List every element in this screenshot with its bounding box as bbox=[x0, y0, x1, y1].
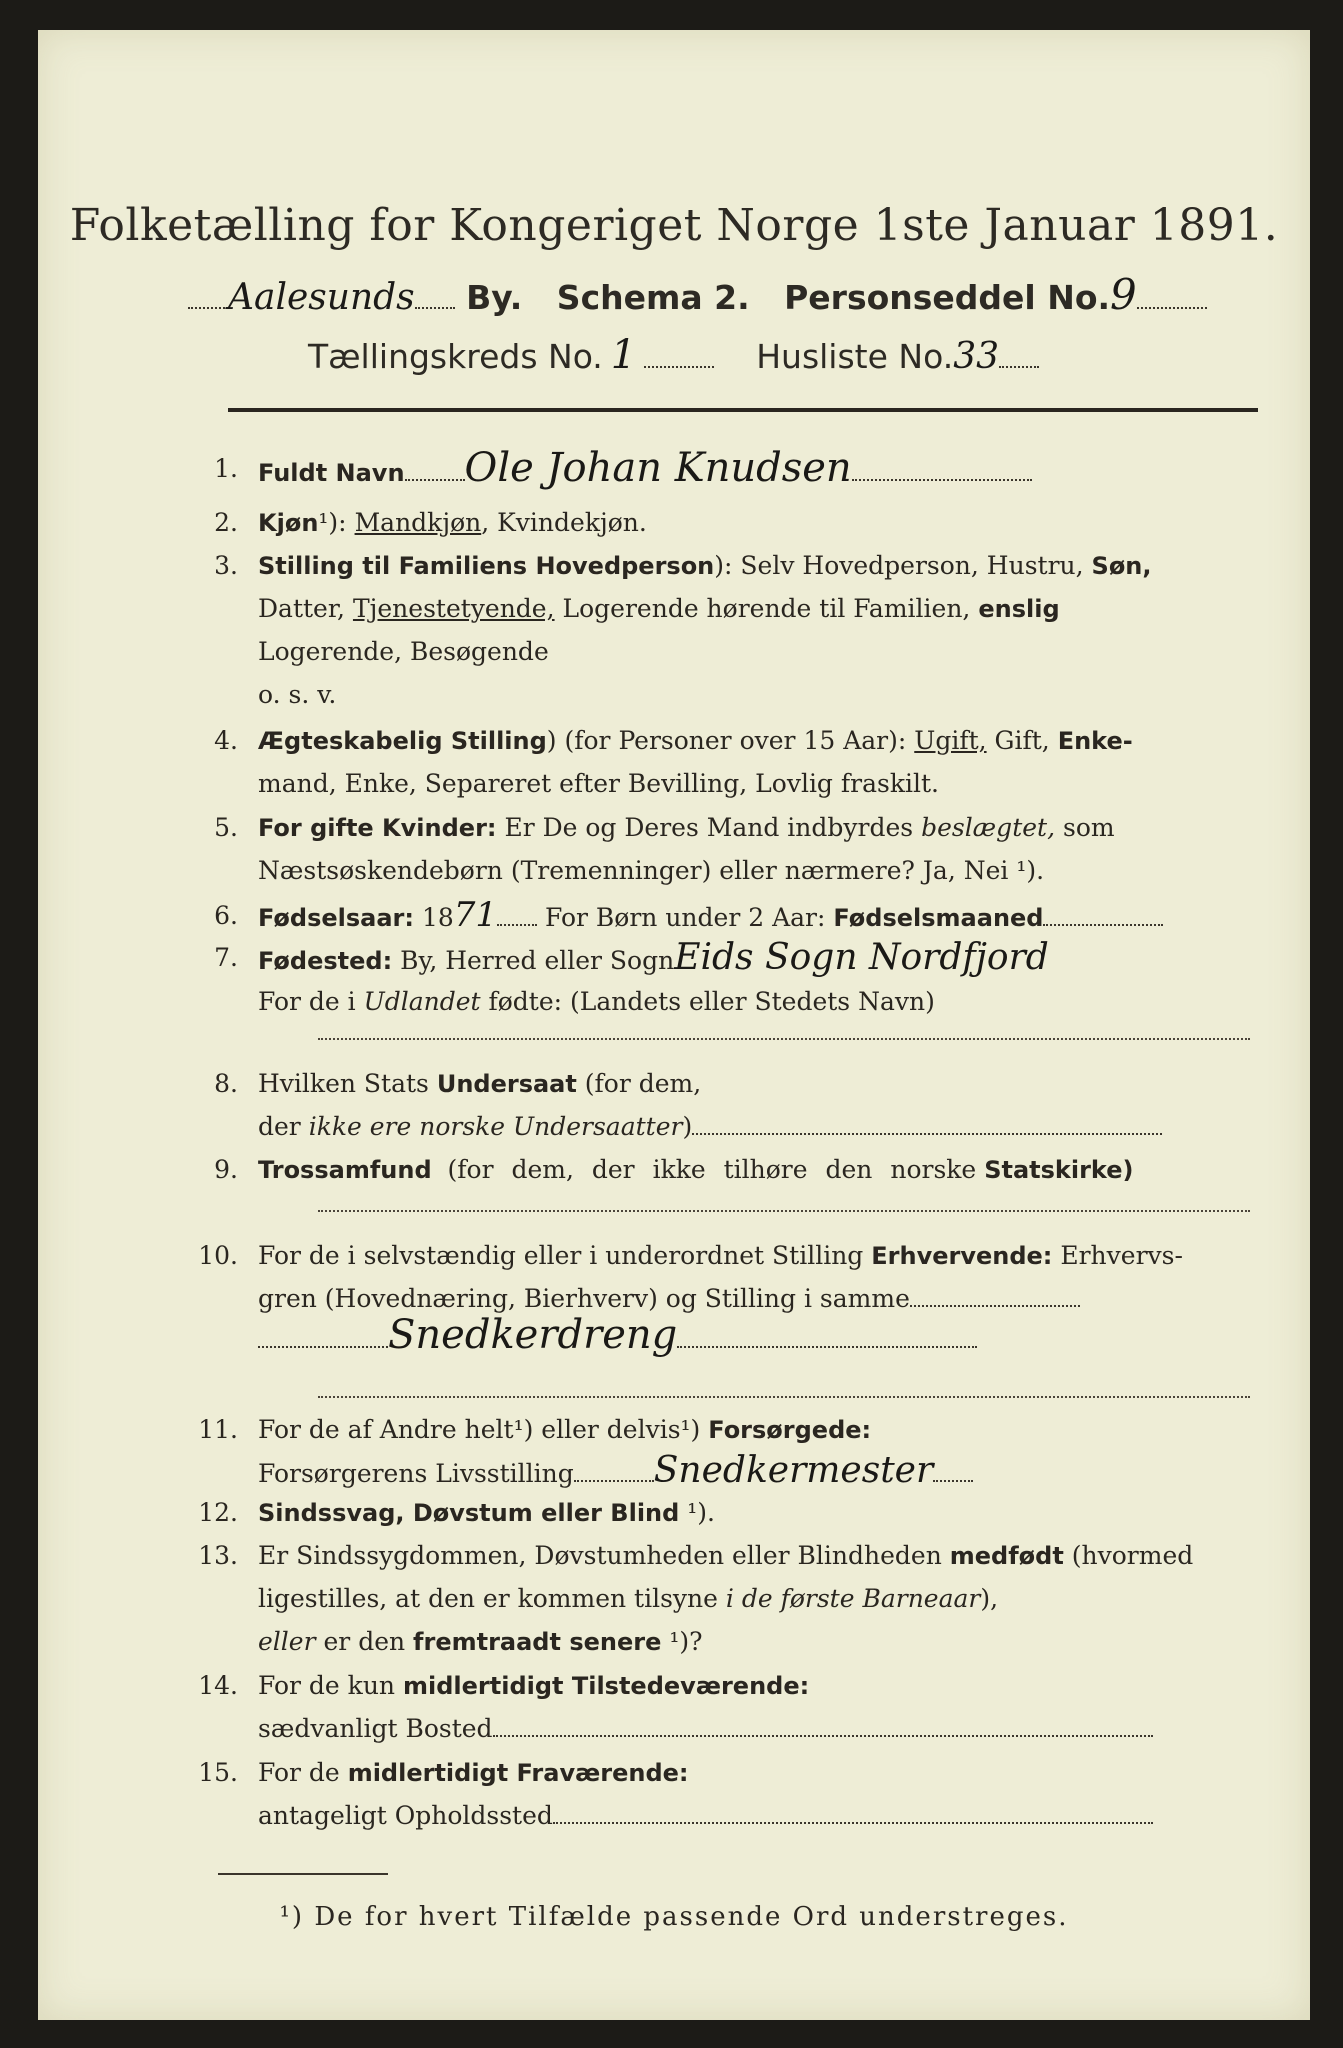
option-text: ligestilles, at den er kommen tilsyne bbox=[258, 1584, 718, 1613]
question-label: Stilling til Familiens Hovedperson bbox=[258, 552, 715, 580]
option-text: Hvilken Stats bbox=[258, 1069, 429, 1098]
option-text: Forsørgerens Livsstilling bbox=[258, 1459, 574, 1488]
footnote: ¹) De for hvert Tilfælde passende Ord understreges. bbox=[279, 1902, 1069, 1932]
option-text: Er Sindssygdommen, Døvstumheden eller Blindheden bbox=[258, 1541, 942, 1570]
provider-occupation-answer: Snedkermester bbox=[653, 1450, 934, 1491]
question-label: Forsørgede: bbox=[708, 1416, 872, 1444]
option-text: ) (for Personer over 15 Aar): bbox=[546, 726, 907, 755]
option-text: som bbox=[1062, 813, 1115, 842]
birth-year-answer: 71 bbox=[453, 895, 498, 935]
question-number: 11. bbox=[198, 1415, 238, 1444]
header-divider bbox=[228, 408, 1258, 412]
census-form bbox=[38, 30, 1310, 2020]
question-number: 6. bbox=[214, 901, 238, 930]
question-5-line-2: Næstsøskendebørn (Tremenninger) eller nærmere? Ja, Nei ¹). bbox=[258, 856, 1045, 885]
kreds-label: Tællingskreds No. bbox=[308, 337, 603, 376]
question-label: midlertidigt Tilstedeværende: bbox=[402, 1672, 810, 1700]
question-label: Fuldt Navn bbox=[258, 459, 405, 487]
question-3-line-3: Logerende, Besøgende bbox=[258, 637, 549, 666]
option-text: For Børn under 2 Aar: bbox=[544, 903, 826, 932]
question-number: 3. bbox=[214, 551, 238, 580]
question-label: Sindssvag, Døvstum eller Blind bbox=[258, 1499, 680, 1527]
selected-option: Tjenestetyende, bbox=[352, 594, 555, 623]
question-label: Kjøn bbox=[258, 509, 319, 537]
option-text: Gift, bbox=[994, 726, 1050, 755]
form-title: Folketælling for Kongeriget Norge 1ste Januar 1891. bbox=[69, 200, 1279, 251]
option-text: ¹) eller delvis bbox=[513, 1415, 681, 1444]
kreds-number: 1 bbox=[610, 332, 637, 378]
selected-option: Ugift, bbox=[914, 726, 987, 755]
option-text: eller bbox=[258, 1627, 316, 1656]
option-text: For de bbox=[258, 1758, 340, 1787]
question-label: Ægteskabelig Stilling bbox=[258, 727, 547, 755]
option-text: ikke ere norske Undersaatter bbox=[308, 1112, 683, 1141]
footnote-ref: ¹): bbox=[318, 508, 347, 537]
footnote-ref: ¹). bbox=[687, 1498, 715, 1527]
footnote-ref: ¹)? bbox=[669, 1627, 703, 1656]
option-text: ), bbox=[980, 1584, 999, 1613]
option-text: fødte: (Landets eller Stedets Navn) bbox=[488, 987, 935, 1016]
footnote-ref: ¹) bbox=[680, 1415, 701, 1444]
footnote-divider bbox=[218, 1873, 388, 1875]
question-label: Undersaat bbox=[436, 1070, 577, 1098]
option-text: For de af Andre helt bbox=[258, 1415, 514, 1444]
header-schema-line bbox=[188, 270, 1207, 319]
question-label: Fødselsmaaned bbox=[833, 904, 1044, 932]
question-number: 13. bbox=[198, 1541, 238, 1570]
question-label: Erhvervende: bbox=[871, 1242, 1053, 1270]
question-number: 8. bbox=[214, 1069, 238, 1098]
personseddel-label: Personseddel No. bbox=[784, 278, 1111, 317]
option-text: Datter, bbox=[258, 594, 345, 623]
occupation-answer: Snedkerdreng bbox=[388, 1312, 678, 1358]
option-text: sædvanligt Bosted bbox=[258, 1714, 493, 1743]
question-label: medfødt bbox=[949, 1542, 1064, 1570]
question-number: 15. bbox=[198, 1758, 238, 1787]
option-text: Udlandet bbox=[363, 987, 481, 1016]
selected-option: Mandkjøn bbox=[354, 508, 482, 537]
by-label: By. bbox=[466, 278, 523, 317]
option-text: (for dem, der ikke tilhøre den norske bbox=[447, 1155, 977, 1184]
option-text: beslægtet, bbox=[921, 813, 1056, 842]
question-label: Fødselsaar: bbox=[258, 904, 414, 932]
header-kreds-line bbox=[308, 332, 1039, 378]
personseddel-number: 9 bbox=[1110, 270, 1137, 319]
option-text: enslig bbox=[978, 595, 1060, 623]
question-4-line-2: mand, Enke, Separeret efter Bevilling, Lovlig fraskilt. bbox=[258, 769, 939, 798]
option-text: gren (Hovednæring, Bierhverv) og Stilling i samme bbox=[258, 1284, 910, 1313]
question-label: midlertidigt Fraværende: bbox=[347, 1759, 689, 1787]
question-label: fremtraadt senere bbox=[413, 1628, 662, 1656]
option-text: Erhvervs- bbox=[1060, 1241, 1183, 1270]
question-label: Trossamfund bbox=[258, 1156, 432, 1184]
option-text: For de i selvstændig eller i underordnet Stilling bbox=[258, 1241, 864, 1270]
husliste-label: Husliste No. bbox=[756, 337, 954, 376]
question-number: 12. bbox=[198, 1498, 238, 1527]
option-text: i de første Barneaar bbox=[725, 1584, 981, 1613]
question-number: 4. bbox=[214, 726, 238, 755]
question-number: 10. bbox=[198, 1241, 238, 1270]
question-number: 5. bbox=[214, 813, 238, 842]
question-3-line-4: o. s. v. bbox=[258, 680, 337, 709]
option-text: By, Herred eller Sogn bbox=[400, 946, 675, 975]
answer-line bbox=[318, 1210, 1250, 1212]
option-text: antageligt Opholdssted bbox=[258, 1801, 553, 1830]
birthplace-answer: Eids Sogn Nordfjord bbox=[674, 937, 1049, 978]
option-text: For de i bbox=[258, 987, 356, 1016]
question-label: Fødested: bbox=[258, 947, 393, 975]
answer-line bbox=[318, 1396, 1250, 1398]
option-text: Er De og Deres Mand indbyrdes bbox=[504, 813, 914, 842]
option-text: er den bbox=[323, 1627, 406, 1656]
year-prefix: 18 bbox=[421, 903, 454, 932]
schema-label: Schema 2. bbox=[556, 278, 750, 317]
question-number: 1. bbox=[214, 454, 238, 483]
full-name-answer: Ole Johan Knudsen bbox=[464, 445, 852, 491]
question-number: 9. bbox=[214, 1155, 238, 1184]
answer-line bbox=[318, 1038, 1250, 1040]
husliste-number: 33 bbox=[953, 336, 999, 377]
option-text: (for dem, bbox=[584, 1069, 702, 1098]
option-text: Enke- bbox=[1057, 727, 1133, 755]
option-text: , Kvindekjøn. bbox=[481, 508, 647, 537]
question-number: 2. bbox=[214, 508, 238, 537]
option-text: der bbox=[258, 1112, 301, 1141]
option-text: ): Selv Hovedperson, Hustru, bbox=[714, 551, 1084, 580]
question-number: 14. bbox=[198, 1671, 238, 1700]
question-number: 7. bbox=[214, 943, 238, 972]
question-label: For gifte Kvinder: bbox=[258, 814, 497, 842]
option-text: Søn, bbox=[1091, 552, 1152, 580]
option-text: Statskirke) bbox=[984, 1156, 1134, 1184]
town-name: Aalesunds bbox=[228, 277, 415, 318]
option-text: ) bbox=[682, 1112, 693, 1141]
option-text: Logerende hørende til Familien, bbox=[562, 594, 971, 623]
option-text: (hvormed bbox=[1071, 1541, 1194, 1570]
option-text: For de kun bbox=[258, 1671, 396, 1700]
